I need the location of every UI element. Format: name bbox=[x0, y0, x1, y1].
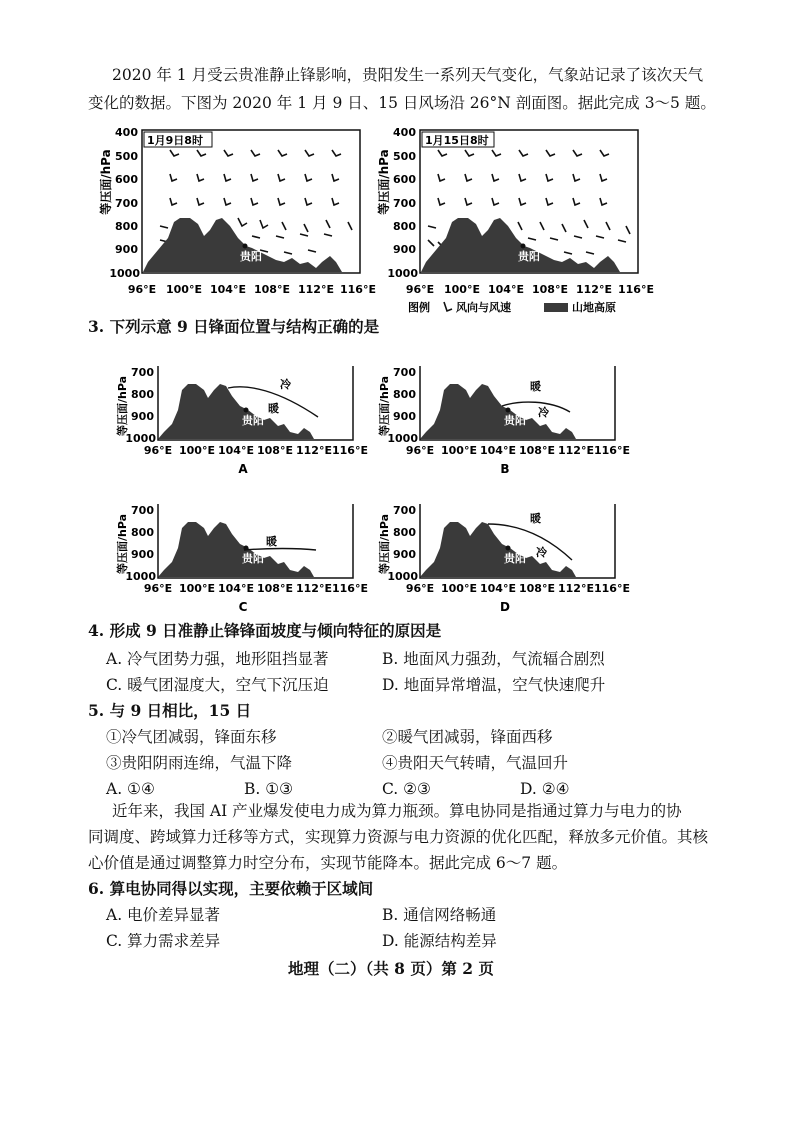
y-tick: 800 bbox=[115, 220, 138, 233]
y-tick: 700 bbox=[131, 366, 154, 379]
legend-mountain-label: 山地高原 bbox=[572, 301, 616, 314]
q6-option-c[interactable]: C. 算力需求差异 bbox=[106, 932, 221, 950]
panel-title: 1月15日8时 bbox=[425, 134, 489, 147]
x-tick: 108°E bbox=[254, 283, 290, 296]
guiyang-marker bbox=[243, 244, 248, 249]
q5-option-c[interactable]: C. ②③ bbox=[382, 780, 431, 798]
q4-option-a[interactable]: A. 冷气团势力强，地形阻挡显著 bbox=[106, 650, 329, 668]
air-mass-lower: 冷 bbox=[536, 546, 547, 559]
q5-statement-3: ③贵阳阴雨连绵，气温下降 bbox=[106, 754, 293, 772]
y-axis-label: 等压面/hPa bbox=[378, 375, 391, 437]
guiyang-marker bbox=[244, 546, 249, 551]
x-tick: 116°E bbox=[594, 444, 630, 457]
q6-option-a[interactable]: A. 电价差异显著 bbox=[106, 906, 221, 924]
y-axis-label: 等压面/hPa bbox=[99, 149, 113, 215]
y-tick: 700 bbox=[393, 366, 416, 379]
x-tick: 108°E bbox=[257, 582, 293, 595]
option-d-chart bbox=[378, 500, 630, 614]
x-tick: 116°E bbox=[340, 283, 376, 296]
x-tick: 96°E bbox=[405, 444, 435, 457]
x-tick: 108°E bbox=[519, 582, 555, 595]
y-tick: 900 bbox=[393, 243, 416, 256]
air-mass-upper: 冷 bbox=[280, 378, 291, 391]
air-mass-lower: 暖 bbox=[268, 402, 279, 415]
x-tick: 112°E bbox=[298, 283, 334, 296]
mountain-swatch-icon bbox=[544, 303, 568, 312]
y-tick: 1000 bbox=[387, 267, 418, 280]
y-tick: 400 bbox=[393, 126, 416, 139]
x-tick: 100°E bbox=[166, 283, 202, 296]
city-label: 贵阳 bbox=[242, 552, 264, 565]
x-tick: 112°E bbox=[558, 582, 594, 595]
y-tick: 900 bbox=[131, 410, 154, 423]
x-tick: 108°E bbox=[519, 444, 555, 457]
x-tick: 100°E bbox=[441, 444, 477, 457]
x-tick: 112°E bbox=[576, 283, 612, 296]
y-tick: 1000 bbox=[387, 570, 418, 583]
q4-option-d[interactable]: D. 地面异常增温，空气快速爬升 bbox=[382, 676, 606, 694]
city-label: 贵阳 bbox=[240, 250, 262, 263]
wind-panel-jan15 bbox=[376, 126, 654, 296]
q6-option-d[interactable]: D. 能源结构差异 bbox=[382, 932, 497, 950]
y-tick: 700 bbox=[393, 197, 416, 210]
x-tick: 116°E bbox=[594, 582, 630, 595]
intro-line-2: 变化的数据。下图为 2020 年 1 月 9 日、15 日风场沿 26°N 剖面图。据此完成 3～5 题。 bbox=[88, 94, 716, 112]
x-tick: 104°E bbox=[218, 582, 254, 595]
y-tick: 700 bbox=[115, 197, 138, 210]
x-tick: 104°E bbox=[480, 582, 516, 595]
city-label: 贵阳 bbox=[518, 250, 540, 263]
x-tick: 96°E bbox=[143, 444, 173, 457]
air-mass-upper: 暖 bbox=[530, 512, 541, 525]
x-tick: 116°E bbox=[332, 582, 368, 595]
city-label: 贵阳 bbox=[504, 552, 526, 565]
option-a-chart bbox=[116, 362, 368, 476]
y-tick: 900 bbox=[131, 548, 154, 561]
front-line bbox=[244, 549, 316, 551]
x-tick: 96°E bbox=[405, 283, 435, 296]
y-tick: 700 bbox=[393, 504, 416, 517]
y-tick: 800 bbox=[393, 526, 416, 539]
x-tick: 116°E bbox=[618, 283, 654, 296]
y-tick: 800 bbox=[131, 526, 154, 539]
y-axis-label: 等压面/hPa bbox=[116, 513, 129, 575]
y-tick: 1000 bbox=[109, 267, 140, 280]
option-letter: A bbox=[238, 462, 248, 476]
x-tick: 104°E bbox=[488, 283, 524, 296]
wind-profile-figure bbox=[100, 122, 740, 320]
q6-stem: 6. 算电协同得以实现，主要依赖于区域间 bbox=[88, 879, 374, 898]
x-tick: 96°E bbox=[405, 582, 435, 595]
passage2-line-1: 近年来，我国 AI 产业爆发使电力成为算力瓶颈。算电协同是指通过算力与电力的协 bbox=[112, 802, 682, 820]
passage2-line-2: 同调度、跨域算力迁移等方式，实现算力资源与电力资源的优化匹配，释放多元价值。其核 bbox=[88, 828, 709, 846]
y-tick: 1000 bbox=[387, 432, 418, 445]
guiyang-marker bbox=[506, 408, 511, 413]
option-c-chart bbox=[116, 500, 368, 614]
guiyang-marker bbox=[244, 408, 249, 413]
q5-statement-2: ②暖气团减弱，锋面西移 bbox=[382, 728, 553, 746]
terrain-silhouette bbox=[158, 384, 314, 439]
option-b-chart bbox=[378, 362, 630, 476]
guiyang-marker bbox=[506, 546, 511, 551]
option-letter: C bbox=[238, 600, 248, 614]
y-tick: 1000 bbox=[125, 570, 156, 583]
y-tick: 500 bbox=[115, 150, 138, 163]
intro-line-1: 2020 年 1 月受云贵准静止锋影响，贵阳发生一系列天气变化，气象站记录了该次天气 bbox=[112, 66, 704, 84]
y-axis-label: 等压面/hPa bbox=[378, 513, 391, 575]
x-tick: 116°E bbox=[332, 444, 368, 457]
q4-option-c[interactable]: C. 暖气团湿度大，空气下沉压迫 bbox=[106, 676, 329, 694]
terrain-silhouette bbox=[420, 384, 576, 439]
x-tick: 100°E bbox=[441, 582, 477, 595]
x-tick: 96°E bbox=[143, 582, 173, 595]
q4-option-b[interactable]: B. 地面风力强劲，气流辐合剧烈 bbox=[382, 650, 605, 668]
terrain-silhouette bbox=[420, 522, 576, 577]
x-tick: 112°E bbox=[558, 444, 594, 457]
y-tick: 600 bbox=[393, 173, 416, 186]
option-letter: D bbox=[500, 600, 510, 614]
y-tick: 400 bbox=[115, 126, 138, 139]
y-tick: 900 bbox=[393, 410, 416, 423]
x-tick: 96°E bbox=[127, 283, 157, 296]
q5-stem: 5. 与 9 日相比，15 日 bbox=[88, 701, 252, 720]
y-tick: 700 bbox=[131, 504, 154, 517]
x-tick: 112°E bbox=[296, 582, 332, 595]
city-label: 贵阳 bbox=[242, 414, 264, 427]
legend-wind-label: 风向与风速 bbox=[456, 301, 511, 314]
q3-stem: 3. 下列示意 9 日锋面位置与结构正确的是 bbox=[88, 317, 380, 336]
y-axis-label: 等压面/hPa bbox=[116, 375, 129, 437]
q5-statement-1: ①冷气团减弱，锋面东移 bbox=[106, 728, 277, 746]
y-tick: 800 bbox=[393, 388, 416, 401]
y-tick: 900 bbox=[115, 243, 138, 256]
y-tick: 600 bbox=[115, 173, 138, 186]
q4-stem: 4. 形成 9 日准静止锋锋面坡度与倾向特征的原因是 bbox=[88, 621, 442, 640]
x-tick: 104°E bbox=[210, 283, 246, 296]
x-tick: 108°E bbox=[257, 444, 293, 457]
air-mass-upper: 暖 bbox=[266, 535, 277, 548]
air-mass-lower: 冷 bbox=[538, 406, 549, 419]
y-tick: 500 bbox=[393, 150, 416, 163]
legend bbox=[408, 300, 616, 314]
x-tick: 100°E bbox=[179, 582, 215, 595]
wind-barb-icon bbox=[444, 302, 452, 311]
x-tick: 108°E bbox=[532, 283, 568, 296]
front-line bbox=[502, 402, 570, 412]
y-tick: 800 bbox=[393, 220, 416, 233]
q6-option-b[interactable]: B. 通信网络畅通 bbox=[382, 906, 497, 924]
passage2-line-3: 心价值是通过调整算力时空分布，实现节能降本。据此完成 6～7 题。 bbox=[88, 854, 568, 872]
air-mass-upper: 暖 bbox=[530, 380, 541, 393]
y-axis-label: 等压面/hPa bbox=[377, 149, 391, 215]
x-tick: 104°E bbox=[218, 444, 254, 457]
page-footer: 地理（二）（共 8 页）第 2 页 bbox=[288, 959, 494, 978]
y-tick: 1000 bbox=[125, 432, 156, 445]
legend-prefix: 图例 bbox=[408, 301, 430, 314]
guiyang-marker bbox=[521, 244, 526, 249]
wind-panel-jan9 bbox=[98, 126, 376, 296]
q5-option-b[interactable]: B. ①③ bbox=[244, 780, 294, 798]
option-letter: B bbox=[500, 462, 510, 476]
q5-option-d[interactable]: D. ②④ bbox=[520, 780, 570, 798]
y-tick: 800 bbox=[131, 388, 154, 401]
x-tick: 100°E bbox=[179, 444, 215, 457]
panel-title: 1月9日8时 bbox=[147, 134, 203, 147]
x-tick: 100°E bbox=[444, 283, 480, 296]
x-tick: 104°E bbox=[480, 444, 516, 457]
q5-statement-4: ④贵阳天气转晴，气温回升 bbox=[382, 754, 569, 772]
terrain-silhouette bbox=[158, 522, 314, 577]
q5-option-a[interactable]: A. ①④ bbox=[106, 780, 155, 798]
y-tick: 900 bbox=[393, 548, 416, 561]
city-label: 贵阳 bbox=[504, 414, 526, 427]
x-tick: 112°E bbox=[296, 444, 332, 457]
